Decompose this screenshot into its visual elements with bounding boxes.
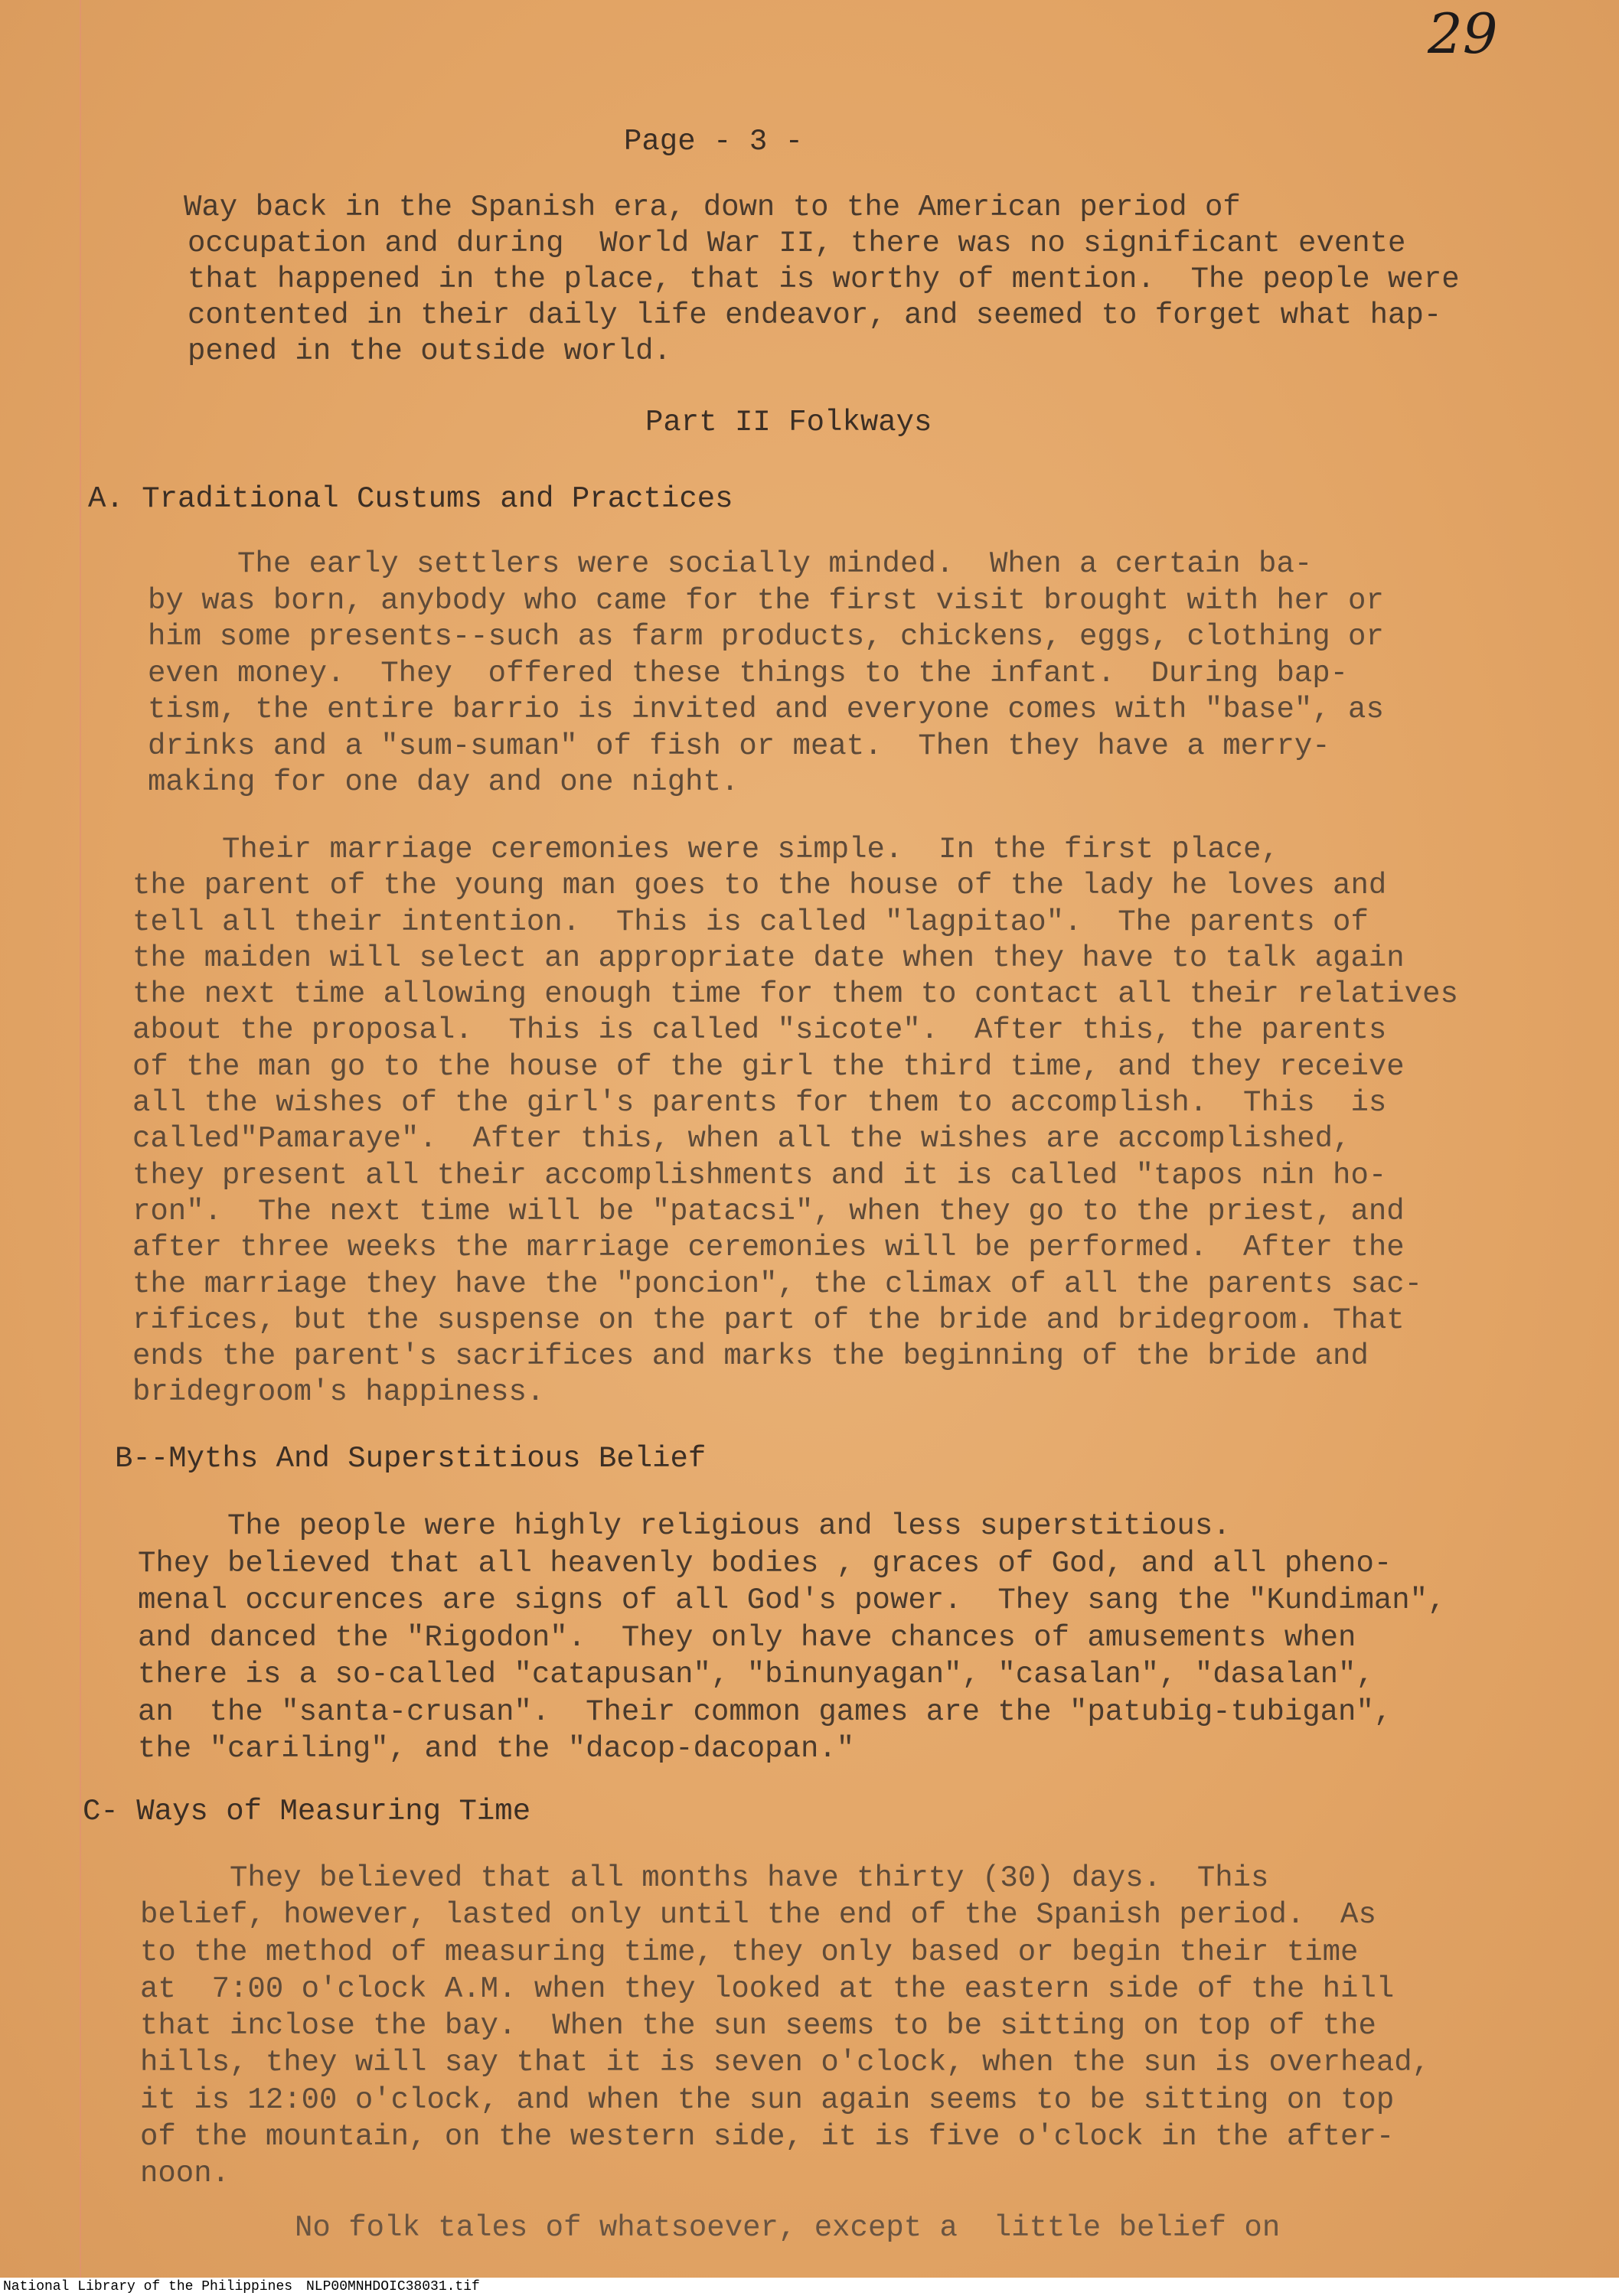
- section-a-paragraph-2: Their marriage ceremonies were simple. In the first place, the parent of the young man goes to the house of the lady he loves and tell all their intention. This is called "lagpitao". The parents of the maiden will select an appropriate date when they have to talk again the next time allowing enough time for them to contact all their relatives about the proposal. This is called "sicote". After this, the parents of the man go to the house of the girl the third time, and they receive all the wishes of the girl's parents for them to accomplish. This is called"Pamaraye". After this, when all the wishes are accomplished, they present all their accomplishments and it is called "tapos nin ho- ron". The next time will be "patacsi", when they go to the priest, and after three weeks the marriage ceremonies will be performed. After the the marriage they have the "poncion", the climax of all the parents sac- rifices, but the suspense on the part of the bride and bridegroom. That ends the parent's sacrifices and marks the beginning of the bride and bridegroom's happiness.: [132, 833, 1458, 1410]
- section-c-heading: C- Ways of Measuring Time: [83, 1795, 531, 1828]
- section-a-heading: A. Traditional Custums and Practices: [88, 482, 733, 516]
- margin-line: [80, 0, 81, 2281]
- part-title: Part II Folkways: [645, 406, 932, 439]
- section-b-paragraph: The people were highly religious and less superstitious. They believed that all heavenly bodies , graces of God, and all pheno- menal occurences are signs of all God's power. They sang the "Kundiman", and danced the "Rigodon". They only have chances of amusements when there is a so-called "catapusan", "binunyagan", "casalan", "dasalan", an the "santa-crusan". Their common games are the "patubig-tubigan", the "cariling", and the "dacop-dacopan.": [138, 1509, 1446, 1766]
- closing-line: No folk tales of whatsoever, except a little belief on: [205, 2211, 1281, 2245]
- section-b-heading: B--Myths And Superstitious Belief: [115, 1442, 707, 1476]
- intro-paragraph: Way back in the Spanish era, down to the American period of occupation and during World War II, there was no significant evente that happened in the place, that is worthy of mention. The people were contented in their daily life endeavor, and seemed to forget what hap- pened in the outside world.: [184, 191, 1460, 368]
- footer-library: National Library of the Philippines: [3, 2279, 293, 2294]
- section-c-paragraph: They believed that all months have thirty (30) days. This belief, however, lasted only until the end of the Spanish period. As to the method of measuring time, they only based or begin their time at 7:00 o'clock A.M. when they looked at the eastern side of the hill that inclose the bay. When the sun seems to be sitting on top of the hills, they will say that it is seven o'clock, when the sun is overhead, it is 12:00 o'clock, and when the sun again seems to be sitting on top of the mountain, on the western side, it is five o'clock in the after- noon.: [140, 1861, 1431, 2191]
- section-a-paragraph-1: The early settlers were socially minded. When a certain ba- by was born, anybody who came for the first visit brought with her or him some presents--such as farm products, chickens, eggs, clothing or even money. They offered these things to the infant. During bap- tism, the entire barrio is invited and everyone comes with "base", as drinks and a "sum-suman" of fish or meat. Then they have a merry- making for one day and one night.: [148, 547, 1384, 799]
- footer-filename: NLP00MNHDOIC38031.tif: [306, 2279, 480, 2294]
- handwritten-page-number: 29: [1428, 2, 1498, 66]
- page-label: Page - 3 -: [624, 125, 804, 158]
